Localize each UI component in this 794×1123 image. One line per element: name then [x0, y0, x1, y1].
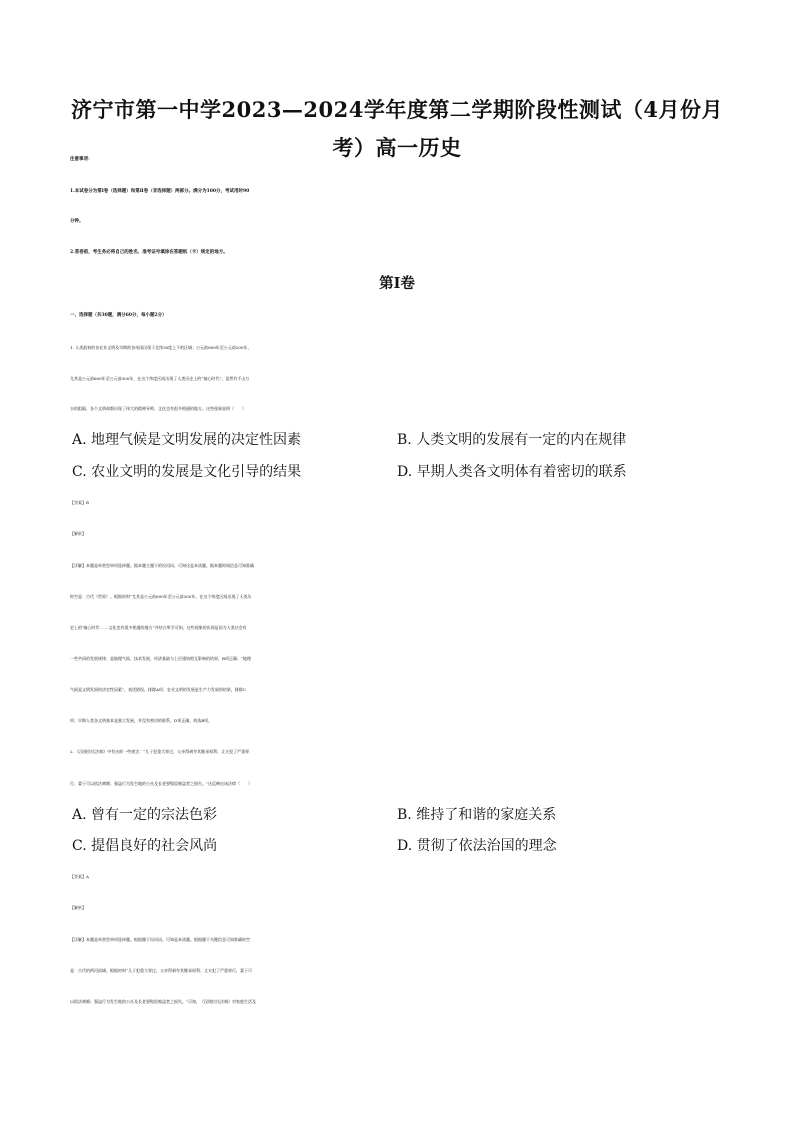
q1-answer: 【答案】B: [70, 500, 89, 505]
q2-option-a: A. 曾有一定的宗法色彩: [72, 807, 218, 823]
q1-option-d: D. 早期人类各文明体有着密切的联系: [397, 464, 627, 480]
q1-detail-line-4: 一些共同的发展规律，是地理气候、技术发展、经济基础与上层建筑相互影响的结果，B项正确；“地理: [70, 656, 251, 661]
notice-heading: 注意事项：: [70, 157, 93, 162]
q2-detail-line-1: 【详解】本题是单类型单项选择题。根据题干设问词，可知是本质题。根据题干关键信息可知准确时空: [70, 937, 250, 942]
q1-detail-line-5: 气候是文明发展的决定性因素”，表述错误，排除A项；农业文明的发展是生产力发展的结果，排除C: [70, 687, 246, 692]
q1-detail-line-1: 【详解】本题是单类型单项选择题。据本题主题干的设问词，可知这是本质题。据本题时间信息可知准确: [70, 563, 254, 568]
q1-option-c: C. 农业文明的发展是文化引导的结果: [72, 464, 302, 480]
document-title-line1: 济宁市第一中学2023—2024学年度第二学期阶段性测试（4月份月: [70, 97, 723, 122]
q1-stem-line-1: 1. 人类最初的各农业文明及早期的各帝国出现于北纬30度上下的区域；公元前800年至公元前200年，: [70, 345, 252, 350]
q2-detail-line-2: 是：古代的两河流域。根据材料“儿子犯重大罪过，父亲得剥夺其继承权利；丈夫犯了严重罪行，妻子可: [70, 968, 253, 973]
q2-option-d: D. 贯彻了依法治国的理念: [397, 838, 557, 854]
q1-detail-line-6: 项；早期人类各文明基本是独立发展，并没有密切的联系，D项正确。故选B项。: [70, 718, 213, 723]
volume-heading: 第Ⅰ卷: [379, 275, 415, 292]
q1-detail-line-2: 时空是：古代（世界）。根据材料“尤其是公元前600年至公元前300年，在这个纬度区间出现了人类历: [70, 594, 252, 599]
notice-item-2: 2.答卷前，考生务必将自己的姓名、准考证号填涂在答题纸（卡）规定的地方。: [70, 250, 228, 255]
q2-option-b: B. 维持了和谐的家庭关系: [397, 807, 557, 823]
section-heading: 一、选择题（共30题，满分60分，每小题2分）: [70, 313, 167, 318]
q2-stem-line-2: 行，妻子可以依法离婚；强盗行为发生地的公社及长老要赔偿被盗者之损失。”这反映出该法律（ ）: [70, 781, 253, 786]
q1-stem-line-3: 水的阻隔，各个文明却都出现了伟大的精神导师，文化也有很多相通的地方。这些现象说明（ ）: [70, 406, 246, 411]
q1-analysis-label: 【解析】: [70, 531, 86, 536]
notice-item-1-line-2: 分钟。: [70, 219, 84, 224]
q2-answer: 【答案】A: [70, 874, 89, 879]
q2-detail-line-3: 以依法离婚；强盗行为发生地的公社及长老要赔偿被盗者之损失。”可知，《汉谟拉比法典》对家庭生活及: [70, 999, 257, 1004]
q2-option-c: C. 提倡良好的社会风尚: [72, 838, 218, 854]
q2-analysis-label: 【解析】: [70, 905, 86, 910]
q2-stem-line-1: 2. 《汉谟拉比法典》中有这样一些规定：“儿子犯重大罪过，父亲得剥夺其继承权利；丈夫犯了严重罪: [70, 749, 250, 754]
document-title-line2: 考）高一历史: [332, 135, 462, 160]
notice-item-1-line-1: 1.本试卷分为第Ⅰ卷（选择题）和第Ⅱ卷（非选择题）两部分。满分为100分，考试用时90: [70, 189, 250, 194]
q1-option-a: A. 地理气候是文明发展的决定性因素: [72, 432, 302, 448]
q1-stem-line-2: 尤其是公元前600年至公元前300年，在这个纬度区间出现了人类历史上的“轴心时代”，虽然有千山万: [70, 376, 250, 381]
q1-detail-line-3: 史上的‘轴心时代’……文化也有很多相通的地方”并结合所学可知，这些现象的出现是因为人类社会有: [70, 625, 247, 630]
q1-option-b: B. 人类文明的发展有一定的内在规律: [397, 432, 627, 448]
